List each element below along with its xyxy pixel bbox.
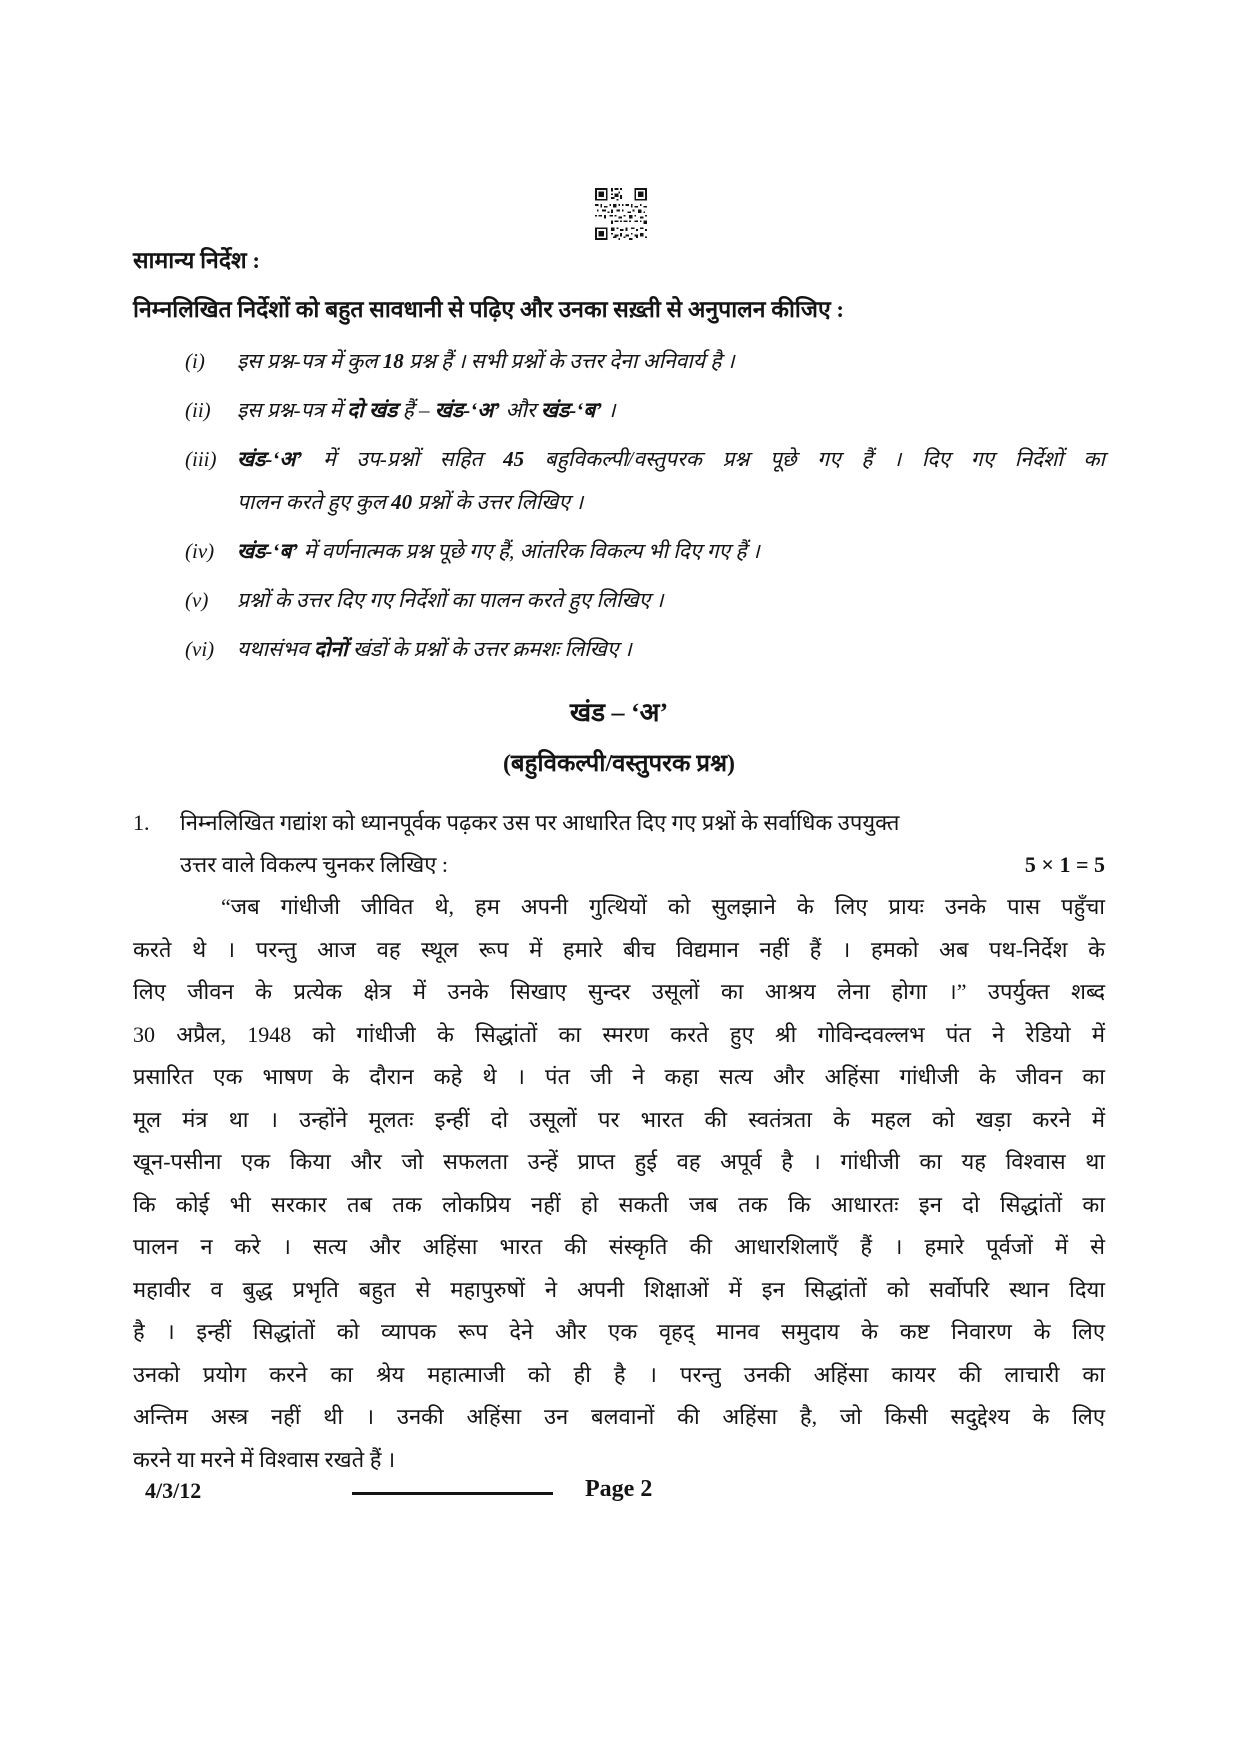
instruction-line: [237, 438, 1105, 481]
text-segment: प्रश्न हैं । सभी प्रश्नों के उत्तर देना अनिवार्य है ।: [403, 349, 735, 373]
passage-line: प्रसारित एक भाषण के दौरान कहे थे । पंत जी ने कहा सत्य और अहिंसा गांधीजी के जीवन का: [133, 1064, 1105, 1089]
passage-line: करने या मरने में विश्वास रखते हैं ।: [133, 1446, 396, 1472]
passage-line: पालन न करे । सत्य और अहिंसा भारत की संस्कृति की आधारशिलाएँ हैं । हमारे पूर्वजों में से: [133, 1234, 1105, 1259]
text-segment: दो खंड: [347, 398, 398, 422]
page-content: [133, 246, 1105, 1481]
text-segment: दोनों: [313, 637, 348, 661]
instruction-item-i: [133, 340, 1105, 383]
instruction-item-v: [133, 579, 1105, 622]
passage-line: खून-पसीना एक किया और जो सफलता उन्हें प्राप्त हुई वह अपूर्व है । गांधीजी का यह विश्वास था: [133, 1149, 1105, 1174]
text-segment: 45: [503, 447, 525, 471]
passage-line: कि कोई भी सरकार तब तक लोकप्रिय नहीं हो सकती जब तक कि आधारतः इन दो सिद्धांतों का: [133, 1191, 1105, 1217]
passage-line: है । इन्हीं सिद्धांतों को व्यापक रूप देने और एक वृहद् मानव समुदाय के कष्ट निवारण के लिए: [133, 1319, 1105, 1344]
question-1-body: [133, 802, 1105, 1481]
instruction-item-iii: [133, 438, 1105, 524]
instruction-text: [237, 340, 1105, 383]
question-1-intro-text: उत्तर वाले विकल्प चुनकर लिखिए :: [180, 852, 449, 877]
text-segment: इस प्रश्न-पत्र में: [237, 398, 348, 422]
instruction-item-vi: [133, 628, 1105, 671]
question-1-number: 1.: [133, 810, 150, 835]
passage-line: 30 अप्रैल, 1948 को गांधीजी के सिद्धांतों का स्मरण करते हुए श्री गोविन्दवल्लभ पंत ने रेडियो में: [133, 1021, 1105, 1047]
instruction-number: (ii): [185, 398, 211, 422]
text-segment: यथासंभव: [237, 637, 314, 661]
question-1-intro-line: [180, 844, 1105, 886]
instruction-text: [237, 628, 1105, 671]
instruction-text: [237, 530, 1105, 573]
passage-line: अन्तिम अस्त्र नहीं थी । उनकी अहिंसा उन बलवानों की अहिंसा है, जो किसी सदुद्देश्य के लिए: [133, 1404, 1105, 1429]
passage-line: “जब गांधीजी जीवित थे, हम अपनी गुत्थियों को सुलझाने के लिए प्रायः उनके पास पहुँचा: [221, 894, 1105, 919]
instruction-item-ii: [133, 389, 1105, 432]
question-1-passage: [133, 886, 1105, 1481]
qr-code-image: [595, 188, 647, 240]
instruction-text: [237, 438, 1105, 524]
qr-code: [595, 188, 647, 240]
question-1-marks: 5 × 1 = 5: [1024, 852, 1105, 877]
footer-rule: [352, 1492, 553, 1495]
text-segment: प्रश्नों के उत्तर दिए गए निर्देशों का पालन करते हुए लिखिए ।: [237, 588, 664, 612]
passage-line: लिए जीवन के प्रत्येक क्षेत्र में उनके सिखाए सुन्दर उसूलों का आश्रय लेना होगा ।” उपर्युक्त शब्द: [133, 979, 1105, 1004]
instruction-number: (iii): [185, 447, 217, 471]
text-segment: 40: [391, 490, 413, 514]
instruction-number: (iv): [185, 539, 215, 563]
section-a-title: खंड – ‘अ’: [569, 698, 669, 727]
text-segment: खंडों के प्रश्नों के उत्तर क्रमशः लिखिए ।: [347, 637, 632, 661]
footer-paper-code: 4/3/12: [145, 1478, 202, 1503]
instruction-text: [237, 579, 1105, 622]
passage-line: मूल मंत्र था । उन्होंने मूलतः इन्हीं दो उसूलों पर भारत की स्वतंत्रता के महल को खड़ा करने में: [133, 1106, 1105, 1132]
footer-page-label: Page 2: [585, 1476, 653, 1502]
question-1-intro-line: निम्नलिखित गद्यांश को ध्यानपूर्वक पढ़कर उस पर आधारित दिए गए प्रश्नों के सर्वाधिक उपयुक्त: [180, 810, 900, 835]
instruction-number: (vi): [185, 637, 215, 661]
instruction-line: [237, 481, 1105, 524]
text-segment: पालन करते हुए कुल: [237, 490, 392, 514]
text-segment: ।: [602, 398, 616, 422]
text-segment: इस प्रश्न-पत्र में कुल: [237, 349, 383, 373]
text-segment: बहुविकल्पी/वस्तुपरक प्रश्न पूछे गए हैं । दिए गए निर्देशों का: [524, 447, 1105, 471]
passage-line: महावीर व बुद्ध प्रभृति बहुत से महापुरुषों ने अपनी शिक्षाओं में इन सिद्धांतों को सर्वोपरि स्थान दिया: [133, 1276, 1105, 1302]
text-segment: हैं –: [397, 398, 435, 422]
text-segment: में उप-प्रश्नों सहित: [302, 447, 504, 471]
text-segment: 18: [382, 349, 404, 373]
text-segment: खंड-‘अ’: [434, 398, 501, 422]
passage-line: उनको प्रयोग करने का श्रेय महात्माजी को ही है । परन्तु उनकी अहिंसा कायर की लाचारी का: [133, 1361, 1105, 1387]
instruction-number: (v): [185, 588, 209, 612]
text-segment: खंड-‘अ’: [237, 447, 303, 471]
passage-line: करते थे । परन्तु आज वह स्थूल रूप में हमारे बीच विद्यमान नहीं हैं । हमको अब पथ-निर्देश के: [133, 936, 1105, 962]
text-segment: खंड-‘ब’: [540, 398, 603, 422]
general-instructions-list: [133, 340, 1105, 671]
general-instructions-heading: सामान्य निर्देश :: [133, 248, 261, 273]
text-segment: प्रश्नों के उत्तर लिखिए ।: [412, 490, 584, 514]
question-1: [133, 802, 1105, 1481]
section-a-subtitle: (बहुविकल्पी/वस्तुपरक प्रश्न): [502, 751, 736, 777]
text-segment: और: [500, 398, 541, 422]
instruction-text: [237, 389, 1105, 432]
general-instructions-subheading: निम्नलिखित निर्देशों को बहुत सावधानी से पढ़िए और उनका सख़्ती से अनुपालन कीजिए :: [133, 297, 845, 322]
text-segment: खंड-‘ब’: [237, 539, 299, 563]
instruction-number: (i): [185, 349, 205, 373]
instruction-item-iv: [133, 530, 1105, 573]
text-segment: में वर्णनात्मक प्रश्न पूछे गए हैं, आंतरिक विकल्प भी दिए गए हैं ।: [298, 539, 760, 563]
